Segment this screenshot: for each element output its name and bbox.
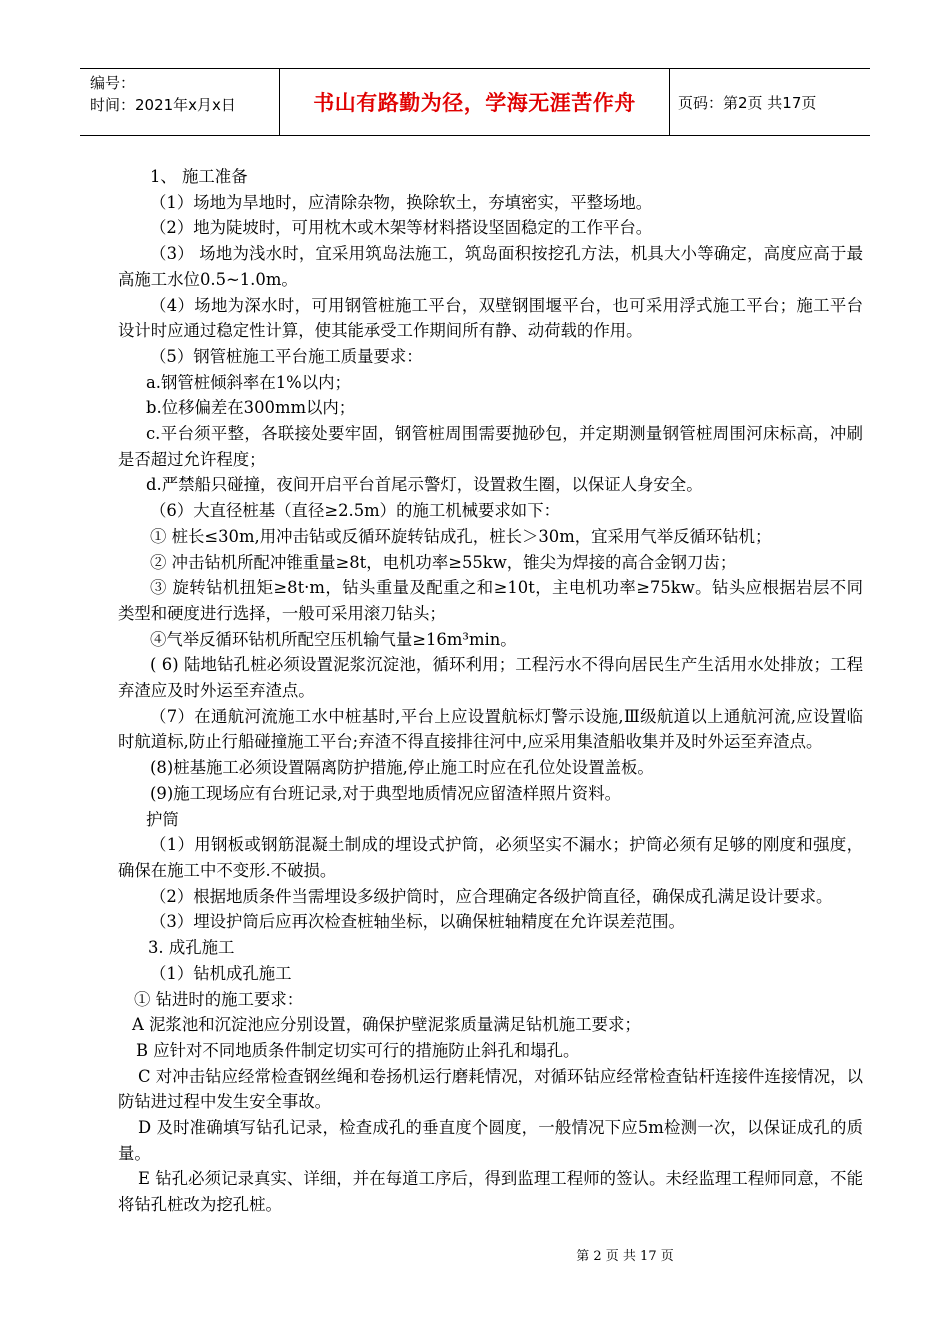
- paragraph: （3）埋设护筒后应再次检查桩轴坐标，以确保桩轴精度在允许误差范围。: [150, 912, 685, 932]
- list-item: a.钢管桩倾斜率在1%以内；: [146, 372, 351, 392]
- paragraph: （2）根据地质条件当需埋设多级护筒时，应合理确定各级护筒直径，确保成孔满足设计要求。: [150, 886, 833, 906]
- header-page-info: 页码：第2页 共17页: [678, 93, 817, 112]
- list-item: D 及时准确填写钻孔记录，检查成孔的垂直度个圆度，一般情况下应5m检测一次，以保证成孔的质量。: [118, 1118, 863, 1163]
- list-item: ③ 旋转钻机扭矩≥8t·m，钻头重量及配重之和≥10t，主电机功率≥75kw。钻头应根据岩层不同类型和硬度进行选择，一般可采用滚刀钻头；: [118, 578, 863, 623]
- list-item: ④气举反循环钻机所配空压机输气量≥16m³min。: [150, 629, 517, 649]
- section-heading: 护筒: [146, 809, 179, 829]
- paragraph: ( 6) 陆地钻孔桩必须设置泥浆沉淀池，循环利用；工程污水不得向居民生产生活用水处排放；工程弃渣应及时外运至弃渣点。: [118, 655, 863, 701]
- document-number-label: 编号：: [90, 74, 136, 92]
- list-item: ① 桩长≤30m,用冲击钻或反循环旋转钻成孔，桩长＞30m，宜采用气举反循环钻机；: [150, 526, 772, 546]
- section-heading: 3. 成孔施工: [148, 938, 235, 958]
- list-item: d.严禁船只碰撞，夜间开启平台首尾示警灯，设置救生圈，以保证人身安全。: [146, 475, 703, 495]
- section-heading: 1、 施工准备: [150, 167, 248, 186]
- paragraph: （5）钢管桩施工平台施工质量要求：: [150, 346, 423, 366]
- paragraph: （6）大直径桩基（直径≥2.5m）的施工机械要求如下：: [150, 501, 560, 521]
- header-motto: 书山有路勤为径，学海无涯苦作舟: [313, 91, 636, 115]
- list-item: C 对冲击钻应经常检查钢丝绳和卷扬机运行磨耗情况，对循环钻应经常检查钻杆连接件连接情况，以防钻进过程中发生安全事故。: [118, 1066, 863, 1112]
- list-item: c.平台须平整，各联接处要牢固，钢管桩周围需要抛砂包，并定期测量钢管桩周围河床标高，冲刷是否超过允许程度；: [118, 424, 863, 469]
- paragraph: （4）场地为深水时，可用钢管桩施工平台，双壁钢围堰平台，也可采用浮式施工平台；施工平台设计时应通过稳定性计算，使其能承受工作期间所有静、动荷载的作用。: [118, 295, 863, 341]
- list-item: ① 钻进时的施工要求：: [134, 989, 304, 1009]
- paragraph: (9)施工现场应有台班记录,对于典型地质情况应留渣样照片资料。: [150, 783, 621, 803]
- page-footer: 第 2 页 共 17 页: [576, 1249, 674, 1264]
- document-date: 时间：2021年x月x日: [90, 96, 236, 114]
- paragraph: （3） 场地为浅水时，宜采用筑岛法施工，筑岛面积按挖孔方法，机具大小等确定，高度应高于最高施工水位0.5~1.0m。: [118, 244, 863, 289]
- paragraph: （7）在通航河流施工水中桩基时,平台上应设置航标灯警示设施,Ⅲ级航道以上通航河流,应设置临时航道标,防止行船碰撞施工平台;弃渣不得直接排往河中,应采用集渣船收集并及时外运至弃渣点。: [118, 706, 863, 752]
- list-item: E 钻孔必须记录真实、详细，并在每道工序后，得到监理工程师的签认。未经监理工程师同意，不能将钻孔桩改为挖孔桩。: [118, 1169, 863, 1215]
- list-item: A 泥浆池和沉淀池应分别设置，确保护壁泥浆质量满足钻机施工要求；: [132, 1015, 641, 1035]
- list-item: ② 冲击钻机所配冲锥重量≥8t，电机功率≥55kw，锥尖为焊接的高合金钢刀齿；: [150, 552, 737, 572]
- page-header: [80, 68, 870, 136]
- document-body: [118, 164, 863, 1218]
- header-meta: [80, 69, 280, 135]
- list-item: B 应针对不同地质条件制定切实可行的措施防止斜孔和塌孔。: [136, 1040, 580, 1060]
- header-motto-cell: [280, 69, 670, 135]
- paragraph: （1）场地为旱地时，应清除杂物，换除软土，夯填密实，平整场地。: [150, 192, 653, 212]
- paragraph: （2）地为陡坡时，可用枕木或木架等材料搭设坚固稳定的工作平台。: [150, 218, 653, 238]
- list-item: b.位移偏差在300mm以内；: [146, 398, 356, 418]
- paragraph: （1）用钢板或钢筋混凝土制成的埋设式护筒，必须坚实不漏水；护筒必须有足够的刚度和强度，确保在施工中不变形.不破损。: [118, 835, 863, 880]
- subsection-heading: （1）钻机成孔施工: [150, 963, 292, 983]
- paragraph: (8)桩基施工必须设置隔离防护措施,停止施工时应在孔位处设置盖板。: [150, 758, 654, 778]
